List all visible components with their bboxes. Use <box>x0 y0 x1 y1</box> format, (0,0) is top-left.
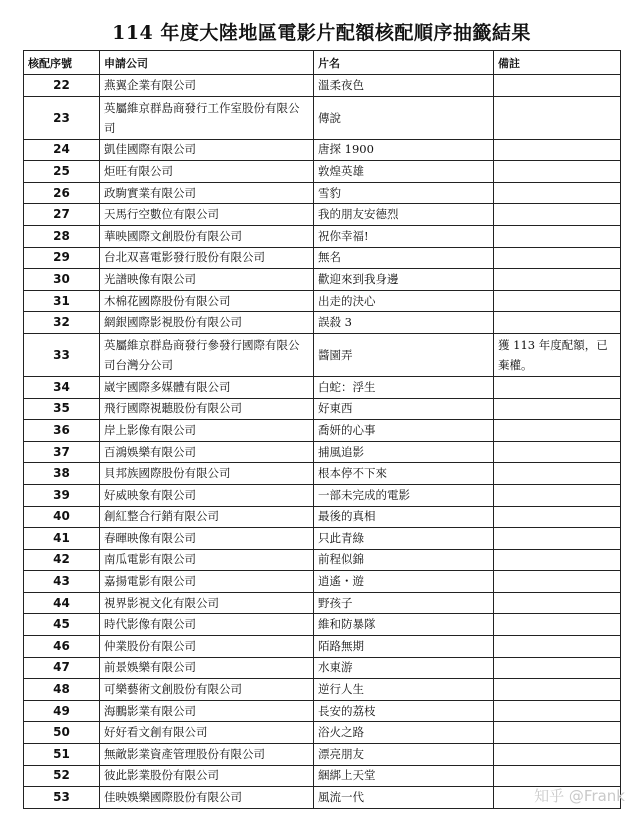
table-row <box>24 528 621 550</box>
note-cell: 獲 113 年度配額，已棄權。 <box>494 333 621 376</box>
table-row <box>24 614 621 636</box>
number-cell: 33 <box>24 333 100 376</box>
company-cell: 百鴻娛樂有限公司 <box>100 441 314 463</box>
note-cell <box>494 75 621 97</box>
company-cell: 時代影像有限公司 <box>100 614 314 636</box>
number-cell: 48 <box>24 679 100 701</box>
film-cell: 水東游 <box>314 657 494 679</box>
note-cell <box>494 247 621 269</box>
note-cell <box>494 592 621 614</box>
number-cell: 45 <box>24 614 100 636</box>
table-row <box>24 290 621 312</box>
table-row <box>24 247 621 269</box>
company-cell: 燕翼企業有限公司 <box>100 75 314 97</box>
note-cell <box>494 679 621 701</box>
number-cell: 30 <box>24 269 100 291</box>
film-cell: 前程似錦 <box>314 549 494 571</box>
company-cell: 岸上影像有限公司 <box>100 420 314 442</box>
film-cell: 好東西 <box>314 398 494 420</box>
table-row <box>24 657 621 679</box>
note-cell <box>494 700 621 722</box>
film-cell: 根本停不下來 <box>314 463 494 485</box>
company-cell: 可樂藝術文創股份有限公司 <box>100 679 314 701</box>
table-row <box>24 75 621 97</box>
number-cell: 51 <box>24 744 100 766</box>
note-cell <box>494 441 621 463</box>
company-cell: 嘉揚電影有限公司 <box>100 571 314 593</box>
note-cell <box>494 571 621 593</box>
film-cell: 我的朋友安德烈 <box>314 204 494 226</box>
company-cell: 佳映娛樂國際股份有限公司 <box>100 787 314 809</box>
film-cell: 敦煌英雄 <box>314 161 494 183</box>
table-row <box>24 269 621 291</box>
number-cell: 41 <box>24 528 100 550</box>
company-cell: 英屬維京群島商發行參發行國際有限公司台灣分公司 <box>100 333 314 376</box>
note-cell <box>494 290 621 312</box>
note-cell <box>494 139 621 161</box>
film-cell: 野孩子 <box>314 592 494 614</box>
note-cell <box>494 225 621 247</box>
table-row <box>24 225 621 247</box>
table-row <box>24 96 621 139</box>
number-cell: 28 <box>24 225 100 247</box>
table-row <box>24 398 621 420</box>
company-cell: 木棉花國際股份有限公司 <box>100 290 314 312</box>
number-cell: 34 <box>24 376 100 398</box>
table-row <box>24 312 621 334</box>
table-row <box>24 484 621 506</box>
note-cell <box>494 398 621 420</box>
film-cell: 風流一代 <box>314 787 494 809</box>
film-cell: 維和防暴隊 <box>314 614 494 636</box>
table-row <box>24 744 621 766</box>
film-cell: 漂亮朋友 <box>314 744 494 766</box>
company-cell: 天馬行空數位有限公司 <box>100 204 314 226</box>
note-cell <box>494 549 621 571</box>
number-cell: 50 <box>24 722 100 744</box>
film-cell: 白蛇：浮生 <box>314 376 494 398</box>
number-cell: 42 <box>24 549 100 571</box>
number-cell: 37 <box>24 441 100 463</box>
number-cell: 49 <box>24 700 100 722</box>
lottery-results-table <box>23 50 621 809</box>
note-cell <box>494 312 621 334</box>
table-row <box>24 161 621 183</box>
table-row <box>24 571 621 593</box>
film-cell: 傳說 <box>314 96 494 139</box>
number-cell: 25 <box>24 161 100 183</box>
film-cell: 醬園弄 <box>314 333 494 376</box>
note-cell <box>494 657 621 679</box>
number-cell: 39 <box>24 484 100 506</box>
company-cell: 貝邦族國際股份有限公司 <box>100 463 314 485</box>
table-row <box>24 592 621 614</box>
company-cell: 英屬維京群島商發行工作室股份有限公司 <box>100 96 314 139</box>
header-film: 片名 <box>314 51 494 75</box>
note-cell <box>494 636 621 658</box>
number-cell: 29 <box>24 247 100 269</box>
number-cell: 43 <box>24 571 100 593</box>
table-row <box>24 787 621 809</box>
film-cell: 溫柔夜色 <box>314 75 494 97</box>
company-cell: 無敵影業資產管理股份有限公司 <box>100 744 314 766</box>
company-cell: 海鵬影業有限公司 <box>100 700 314 722</box>
film-cell: 綑綁上天堂 <box>314 765 494 787</box>
header-note: 備註 <box>494 51 621 75</box>
number-cell: 38 <box>24 463 100 485</box>
note-cell <box>494 484 621 506</box>
note-cell <box>494 376 621 398</box>
film-cell: 誤殺 3 <box>314 312 494 334</box>
company-cell: 炬旺有限公司 <box>100 161 314 183</box>
table-row <box>24 722 621 744</box>
note-cell <box>494 722 621 744</box>
note-cell <box>494 161 621 183</box>
company-cell: 視界影視文化有限公司 <box>100 592 314 614</box>
film-cell: 唐探 1900 <box>314 139 494 161</box>
header-company: 申請公司 <box>100 51 314 75</box>
table-row <box>24 636 621 658</box>
number-cell: 22 <box>24 75 100 97</box>
number-cell: 53 <box>24 787 100 809</box>
film-cell: 出走的決心 <box>314 290 494 312</box>
number-cell: 40 <box>24 506 100 528</box>
company-cell: 春暉映像有限公司 <box>100 528 314 550</box>
company-cell: 創紅整合行銷有限公司 <box>100 506 314 528</box>
company-cell: 台北双喜電影發行股份有限公司 <box>100 247 314 269</box>
company-cell: 網銀國際影視股份有限公司 <box>100 312 314 334</box>
note-cell <box>494 96 621 139</box>
table-row <box>24 679 621 701</box>
number-cell: 44 <box>24 592 100 614</box>
film-cell: 捕風追影 <box>314 441 494 463</box>
film-cell: 最後的真相 <box>314 506 494 528</box>
table-row <box>24 700 621 722</box>
table-row <box>24 182 621 204</box>
note-cell <box>494 528 621 550</box>
table-row <box>24 333 621 376</box>
company-cell: 好威映象有限公司 <box>100 484 314 506</box>
note-cell <box>494 614 621 636</box>
table-row <box>24 376 621 398</box>
film-cell: 無名 <box>314 247 494 269</box>
company-cell: 彼此影業股份有限公司 <box>100 765 314 787</box>
film-cell: 祝你幸福! <box>314 225 494 247</box>
film-cell: 逍遙・遊 <box>314 571 494 593</box>
number-cell: 31 <box>24 290 100 312</box>
number-cell: 26 <box>24 182 100 204</box>
film-cell: 雪豹 <box>314 182 494 204</box>
table-row <box>24 463 621 485</box>
film-cell: 喬妍的心事 <box>314 420 494 442</box>
company-cell: 政駒實業有限公司 <box>100 182 314 204</box>
note-cell <box>494 269 621 291</box>
film-cell: 一部未完成的電影 <box>314 484 494 506</box>
number-cell: 32 <box>24 312 100 334</box>
document-title: 114 年度大陸地區電影片配額核配順序抽籤結果 <box>112 22 531 44</box>
film-cell: 只此青綠 <box>314 528 494 550</box>
film-cell: 長安的荔枝 <box>314 700 494 722</box>
number-cell: 52 <box>24 765 100 787</box>
company-cell: 南瓜電影有限公司 <box>100 549 314 571</box>
table-row <box>24 441 621 463</box>
company-cell: 飛行國際視聽股份有限公司 <box>100 398 314 420</box>
table-row <box>24 139 621 161</box>
note-cell <box>494 463 621 485</box>
number-cell: 24 <box>24 139 100 161</box>
company-cell: 凱佳國際有限公司 <box>100 139 314 161</box>
company-cell: 仲業股份有限公司 <box>100 636 314 658</box>
film-cell: 陌路無期 <box>314 636 494 658</box>
note-cell <box>494 420 621 442</box>
header-number: 核配序號 <box>24 51 100 75</box>
table-row <box>24 420 621 442</box>
company-cell: 好好看文創有限公司 <box>100 722 314 744</box>
table-row <box>24 506 621 528</box>
company-cell: 前景娛樂有限公司 <box>100 657 314 679</box>
number-cell: 47 <box>24 657 100 679</box>
number-cell: 23 <box>24 96 100 139</box>
film-cell: 歡迎來到我身邊 <box>314 269 494 291</box>
company-cell: 華映國際文創股份有限公司 <box>100 225 314 247</box>
company-cell: 光譜映像有限公司 <box>100 269 314 291</box>
number-cell: 35 <box>24 398 100 420</box>
note-cell <box>494 182 621 204</box>
number-cell: 27 <box>24 204 100 226</box>
table-row <box>24 549 621 571</box>
company-cell: 崴宇國際多媒體有限公司 <box>100 376 314 398</box>
number-cell: 46 <box>24 636 100 658</box>
table-row <box>24 204 621 226</box>
film-cell: 浴火之路 <box>314 722 494 744</box>
note-cell <box>494 744 621 766</box>
note-cell <box>494 204 621 226</box>
table-row <box>24 765 621 787</box>
note-cell <box>494 765 621 787</box>
table-header-row <box>24 51 621 75</box>
film-cell: 逆行人生 <box>314 679 494 701</box>
watermark: 知乎 @Frank <box>534 787 625 805</box>
number-cell: 36 <box>24 420 100 442</box>
note-cell <box>494 506 621 528</box>
